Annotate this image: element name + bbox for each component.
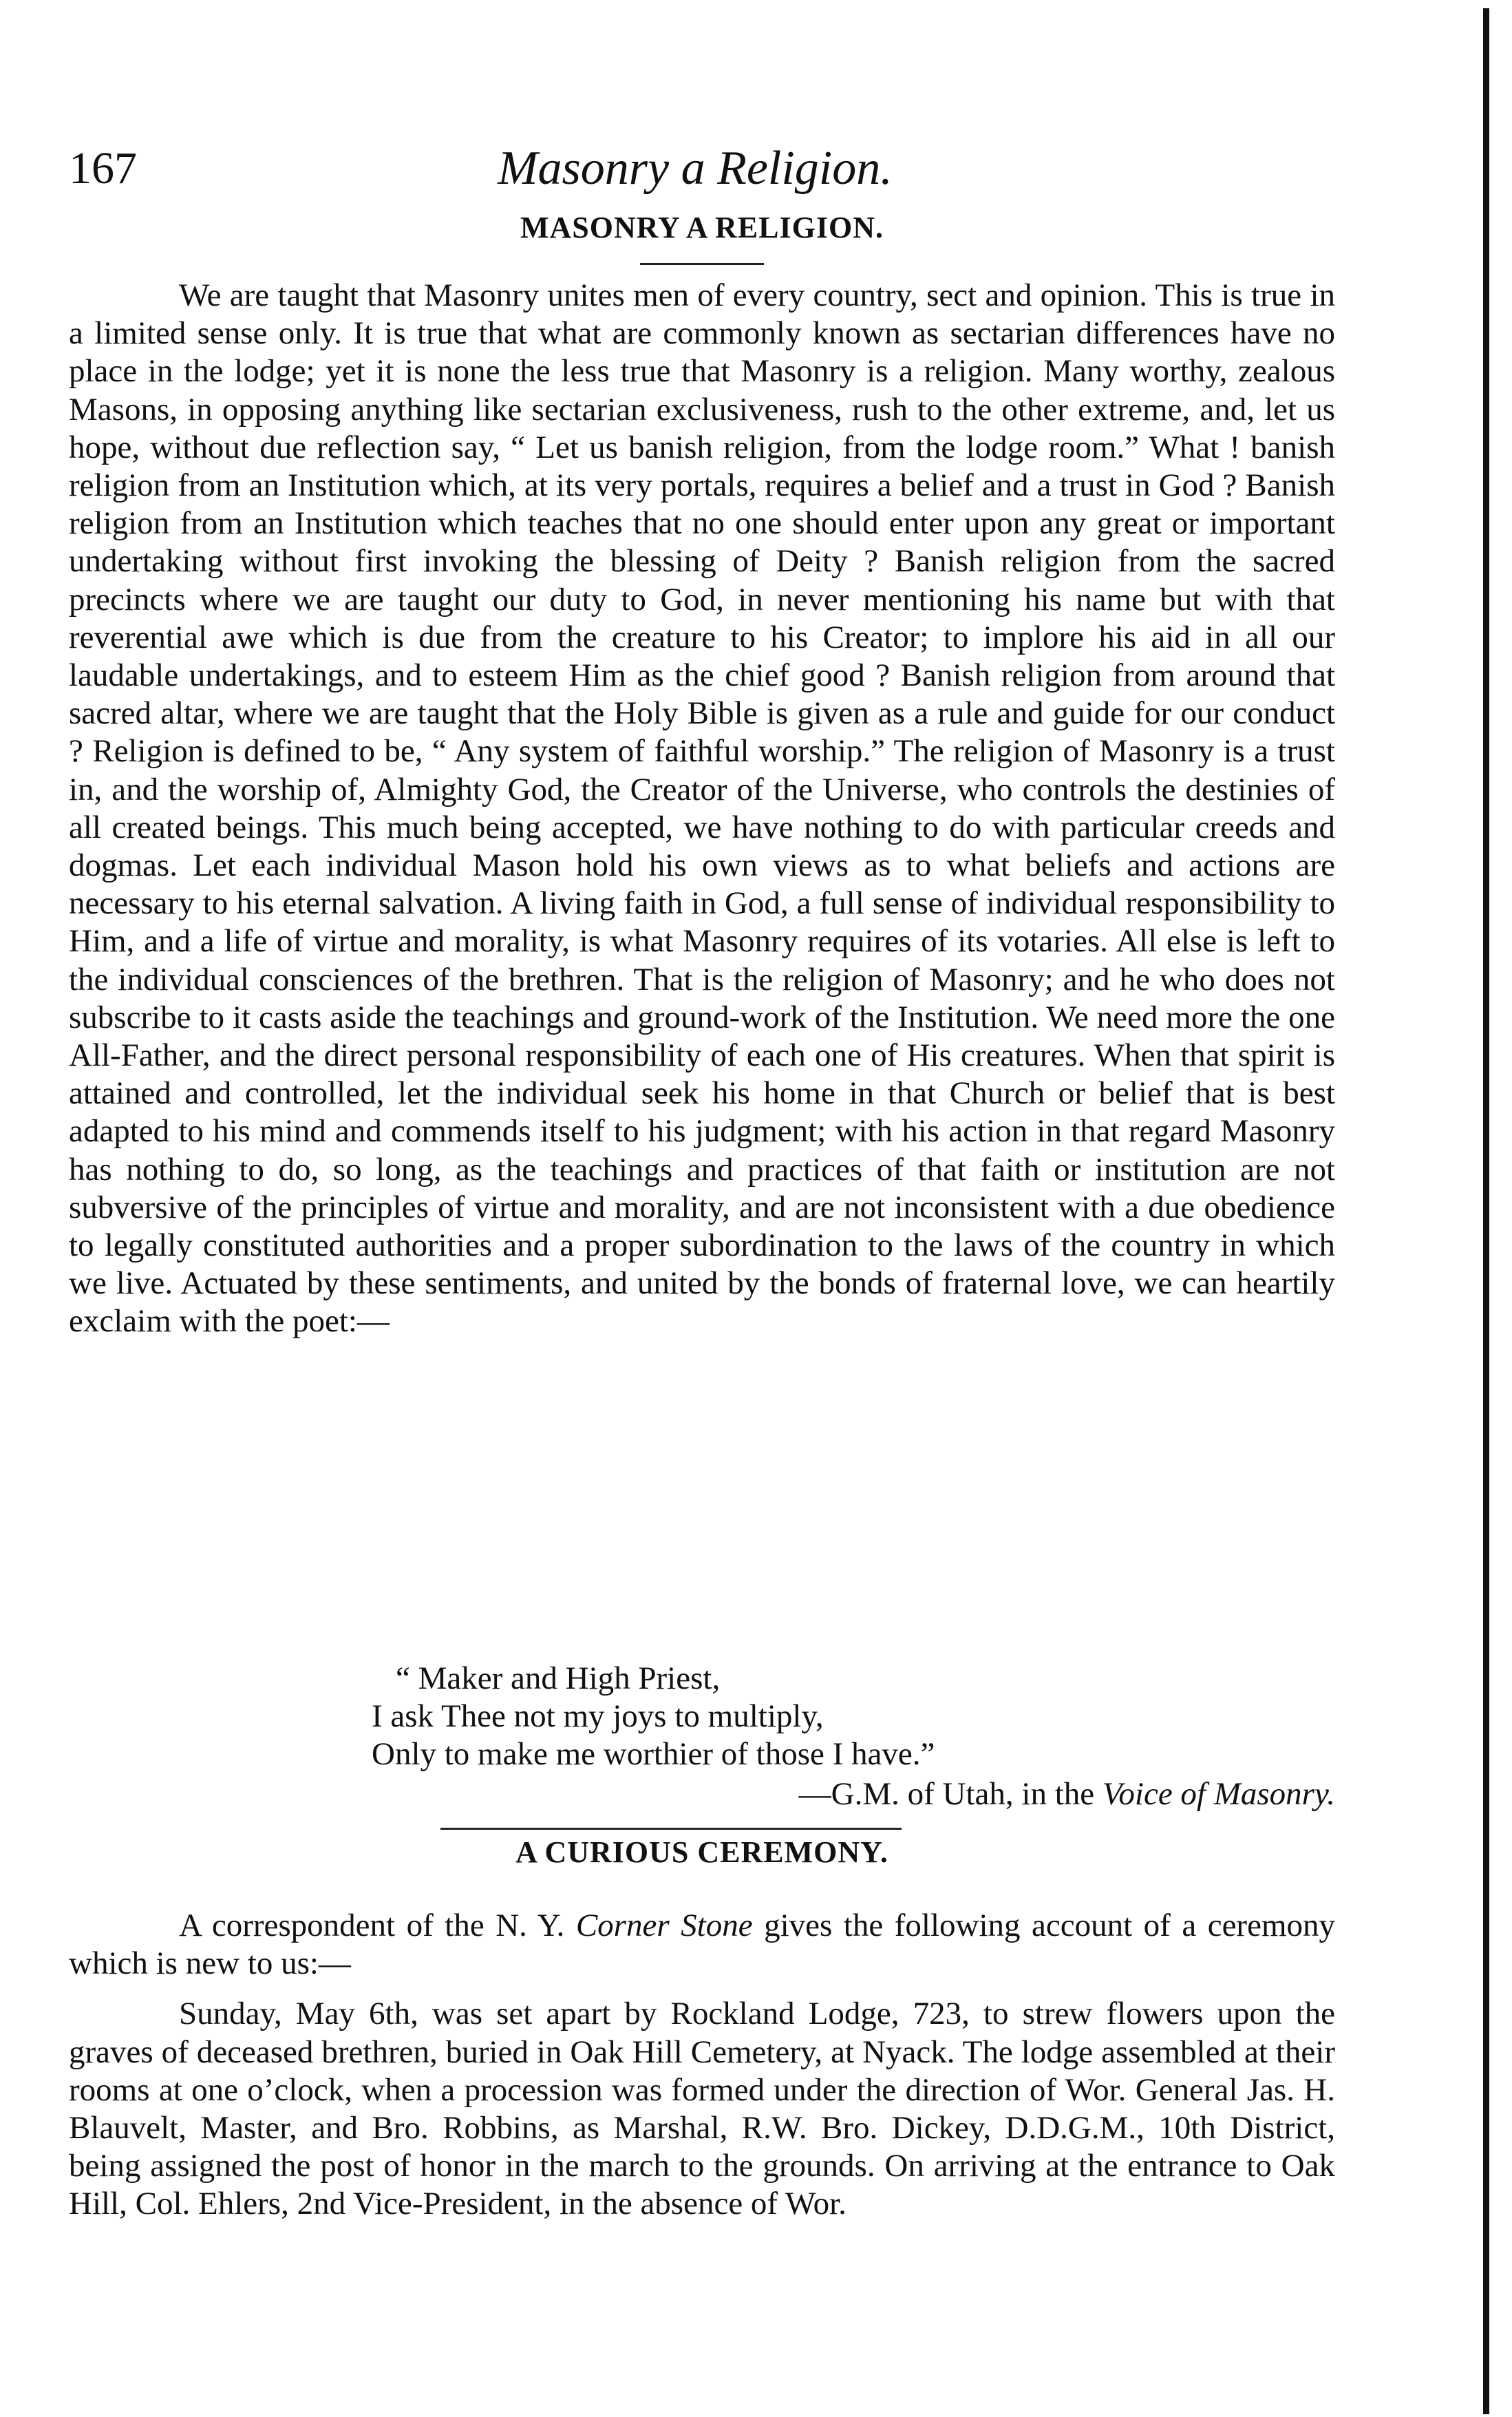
article-intro-paragraph [69, 1907, 1335, 1983]
poem-line: Only to make me worthier of those I have.” [372, 1736, 935, 1772]
article-heading-a-curious-ceremony: A CURIOUS CEREMONY. [515, 1835, 888, 1869]
section-divider [440, 1828, 902, 1830]
poem-line: “ Maker and High Priest, [396, 1660, 721, 1696]
attribution-source: Voice of Masonry. [1102, 1776, 1335, 1812]
article-attribution [799, 1775, 1335, 1813]
heading-rule [640, 263, 764, 265]
intro-text: gives the following account of a ceremony which is new to us:— [69, 1908, 1336, 1982]
intro-source: Corner Stone [575, 1908, 753, 1943]
page-edge-rule [1483, 8, 1489, 2414]
article-paragraph: Sunday, May 6th, was set apart by Rockland Lodge, 723, to strew flowers upon the graves of deceased brethren, buried in Oak Hill Cemetery, at Nyack. The lodge assembled at their rooms at one o’clock, when a procession was formed under the direction of Wor. General Jas. H. Blauvelt, Master, and Bro. Robbins, as Marshal, R.W. Bro. Dickey, D.D.G.M., 10th District, being assigned the post of honor in the march to the grounds. On arriving at the entrance to Oak Hill, Col. Ehlers, 2nd Vice-President, in the absence of Wor. [69, 1996, 1335, 2222]
attribution-author: —G.M. of Utah, in the [798, 1776, 1095, 1812]
article-body-masonry-a-religion [69, 277, 1335, 1341]
intro-text: A correspondent of the N. Y. [179, 1908, 565, 1943]
running-title: Masonry a Religion. [498, 142, 893, 195]
article-heading-masonry-a-religion: MASONRY A RELIGION. [520, 211, 884, 244]
page-number: 167 [69, 143, 137, 193]
quoted-poem [372, 1660, 935, 1773]
article-body-a-curious-ceremony [69, 1907, 1335, 2224]
article-paragraph: We are taught that Masonry unites men of every country, sect and opinion. This is true in a limited sense only. It is true that what are commonly known as sectarian differences have no place in the lodge; yet it is none the less true that Masonry is a religion. Many worthy, zealous Masons, in opposing anything like sectarian exclusiveness, rush to the other extreme, and, let us hope, without due reflection say, “ Let us banish religion, from the lodge room.” What ! banish religion from an Institution which, at its very portals, requires a belief and a trust in God ? Banish religion from an Institution which teaches that no one should enter upon any great or important undertaking without first invoking the blessing of Deity ? Banish religion from the sacred precincts where we are taught our duty to God, in never mentioning his name but with that reverential awe which is due from the creature to his Creator; to implore his aid in all our laudable undertakings, and to esteem Him as the chief good ? Banish religion from around that sacred altar, where we are taught that the Holy Bible is given as a rule and guide for our conduct ? Religion is defined to be, “ Any system of faithful worship.” The religion of Masonry is a trust in, and the worship of, Almighty God, the Creator of the Universe, who controls the destinies of all created beings. This much being accepted, we have nothing to do with particular creeds and dogmas. Let each individual Mason hold his own views as to what beliefs and actions are necessary to his eternal salvation. A living faith in God, a full sense of individual responsibility to Him, and a life of virtue and morality, is what Masonry requires of its votaries. All else is left to the individual consciences of the brethren. That is the religion of Masonry; and he who does not subscribe to it casts aside the teachings and ground-work of the Institution. We need more the one All-Father, and the direct personal responsibility of each one of His creatures. When that spirit is attained and controlled, let the individual seek his home in that Church or belief that is best adapted to his mind and commends itself to his judgment; with his action in that regard Masonry has nothing to do, so long, as the teachings and practices of that faith or institution are not subversive of the principles of virtue and morality, and are not inconsistent with a due obedience to legally constituted authorities and a proper subordination to the laws of the country in which we live. Actuated by these sentiments, and united by the bonds of fraternal love, we can heartily exclaim with the poet:— [69, 277, 1335, 1340]
running-head [69, 138, 1321, 200]
poem-line: I ask Thee not my joys to multiply, [372, 1698, 824, 1734]
